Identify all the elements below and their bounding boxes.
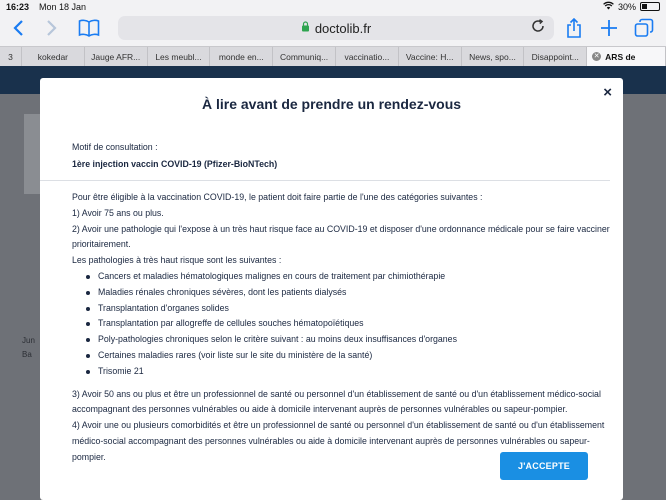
background-text: Jun: [22, 336, 35, 345]
tab-item[interactable]: Jauge AFR...: [85, 47, 148, 66]
motif-value: 1ère injection vaccin COVID-19 (Pfizer-BioNTech): [72, 158, 278, 169]
list-item: Maladies rénales chroniques sévères, dont les patients dialysés: [82, 285, 612, 301]
tab-item-active[interactable]: ✕ ARS de: [587, 47, 666, 66]
status-time: 16:23: [6, 1, 30, 12]
url-text: doctolib.fr: [314, 20, 372, 36]
close-icon[interactable]: ×: [603, 84, 612, 101]
list-item: Transplantation par allogreffe de cellules souches hématopoïétiques: [82, 316, 612, 332]
modal-title: À lire avant de prendre un rendez-vous: [201, 96, 462, 112]
tab-item[interactable]: Disappoint...: [524, 47, 587, 66]
browser-toolbar: [0, 13, 666, 43]
close-tab-icon[interactable]: ✕: [593, 53, 600, 60]
bookmarks-icon[interactable]: [78, 17, 100, 39]
tab-item[interactable]: Communiq...: [273, 47, 336, 66]
tab-item[interactable]: monde en...: [210, 47, 273, 66]
address-bar[interactable]: [118, 16, 554, 40]
lock-icon: [301, 21, 310, 35]
tab-item[interactable]: kokedar: [22, 47, 85, 66]
list-item: Poly-pathologies chroniques selon le critère suivant : au moins deux insuffisances d'organes: [82, 332, 612, 348]
tab-item[interactable]: Les meubl...: [148, 47, 211, 66]
list-item: Cancers et maladies hématologiques malignes en cours de traitement par chimiothérapie: [82, 269, 612, 285]
accept-button[interactable]: J'ACCEPTE: [500, 452, 588, 480]
consultation-reason: [72, 140, 612, 173]
criterion-2: 2) Avoir une pathologie qui l'expose à un très haut risque face au COVID-19 et disposer d'une ordonnance médicale pour se faire vacciner prioritairement.: [72, 223, 610, 250]
criterion-4: 4) Avoir une ou plusieurs comorbidités et être un professionnel de santé ou personnel d'un établissement de santé ou d'un établissement médico-social accompagnant des personnes vulnérables ou aide à domicile intervenant auprès de personnes vulnérables ou sapeur-pompier.: [72, 420, 605, 462]
tabs-overview-icon[interactable]: [634, 17, 654, 39]
back-icon[interactable]: [12, 17, 24, 39]
list-item: Certaines maladies rares (voir liste sur le site du ministère de la santé): [82, 348, 612, 364]
appointment-info-modal: [40, 78, 623, 500]
eligibility-text: [72, 190, 612, 466]
wifi-icon: [603, 1, 614, 12]
tab-item[interactable]: Vaccine: H...: [399, 47, 462, 66]
tab-item[interactable]: News, spo...: [462, 47, 525, 66]
pathologies-list: [82, 269, 612, 380]
criterion-3: 3) Avoir 50 ans ou plus et être un professionnel de santé ou personnel d'un établissement de santé ou d'un établissement médico-social accompagnant des personnes vulnérables ou aide à domicile intervenant auprès de personnes vulnérables ou sapeur-pompier.: [72, 388, 601, 415]
forward-icon[interactable]: [46, 17, 58, 39]
share-icon[interactable]: [566, 17, 582, 39]
new-tab-icon[interactable]: [600, 17, 618, 39]
reload-icon[interactable]: [531, 19, 545, 37]
list-item: Trisomie 21: [82, 364, 612, 380]
eligibility-intro: Pour être éligible à la vaccination COVID-19, le patient doit faire partie de l'une des catégories suivantes :: [72, 192, 483, 202]
battery-icon: [640, 2, 660, 11]
status-date: Mon 18 Jan: [39, 1, 87, 12]
list-item: Transplantation d'organes solides: [82, 301, 612, 317]
divider: [40, 180, 610, 181]
status-bar: [0, 0, 666, 13]
pathologies-intro: Les pathologies à très haut risque sont les suivantes :: [72, 255, 282, 266]
tab-strip: [0, 46, 666, 66]
tab-item[interactable]: vaccinatio...: [336, 47, 399, 66]
criterion-1: 1) Avoir 75 ans ou plus.: [72, 207, 164, 218]
tab-item[interactable]: 3: [0, 47, 22, 66]
background-text: Ba: [22, 350, 32, 359]
motif-label: Motif de consultation :: [72, 142, 158, 152]
battery-percent: 30%: [617, 1, 636, 12]
